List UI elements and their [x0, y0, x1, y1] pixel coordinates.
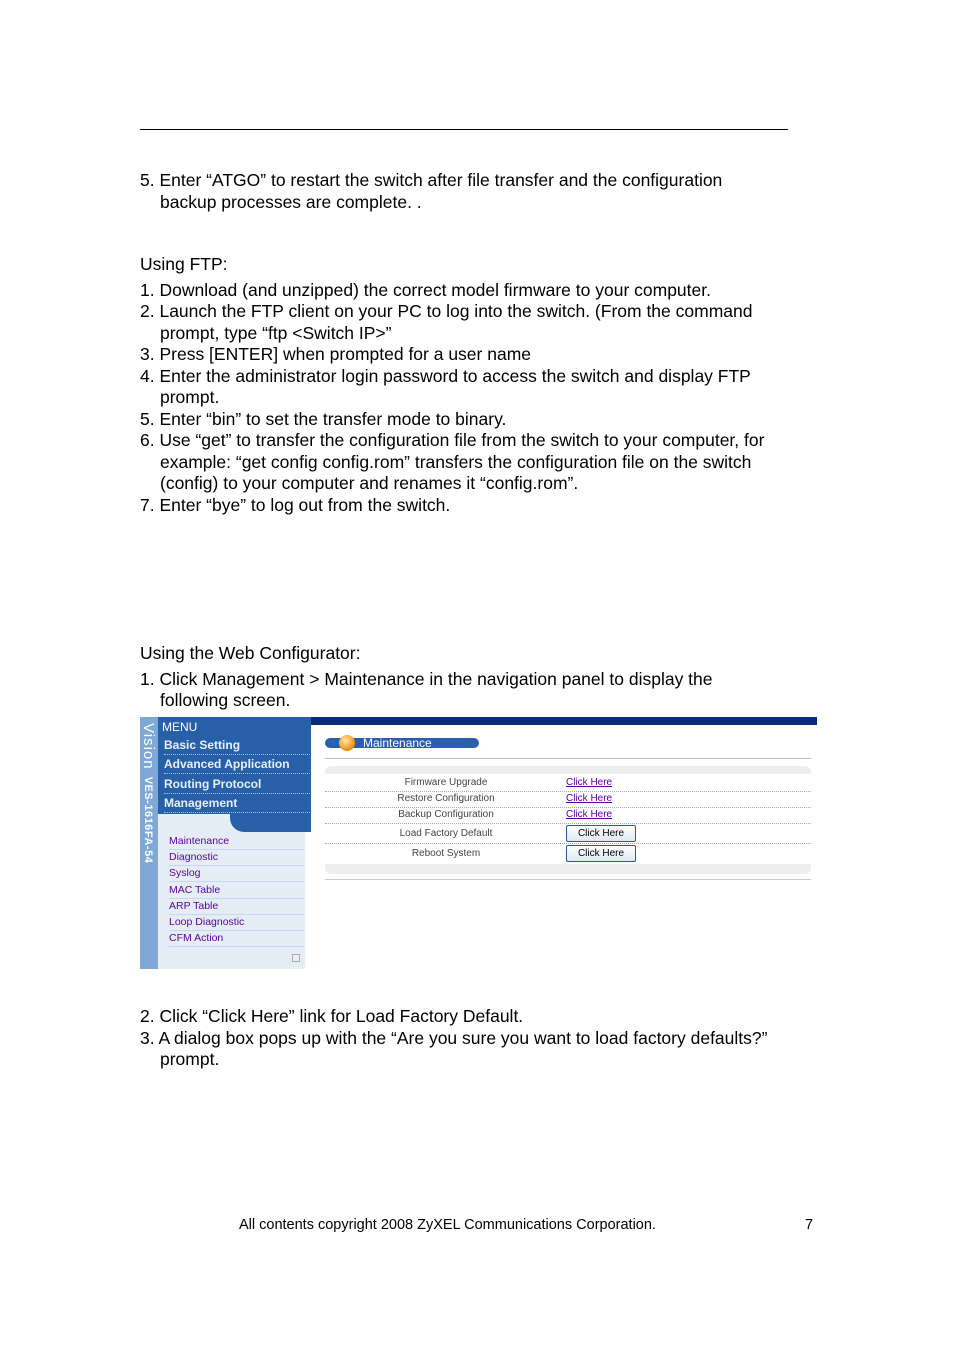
submenu-item-syslog[interactable]: Syslog [169, 866, 304, 882]
submenu-tab [230, 814, 311, 832]
brand-vertical-text: Vision VES-1616FA-54 [140, 723, 157, 864]
panel-title: Maintenance [363, 736, 432, 750]
submenu-item-maintenance[interactable]: Maintenance [169, 834, 304, 850]
firmware-upgrade-link[interactable]: Click Here [566, 777, 613, 788]
ftp-step: 4. Enter the administrator login password to access the switch and display FTP [140, 366, 751, 386]
backup-configuration-link[interactable]: Click Here [566, 809, 613, 820]
table-row [325, 844, 811, 863]
table-row [325, 791, 811, 808]
divider [325, 879, 811, 880]
ftp-step: prompt, type “ftp <Switch IP>” [160, 323, 392, 343]
ftp-step: 3. Press [ENTER] when prompted for a user name [140, 344, 531, 364]
web-step3-line1: 3. A dialog box pops up with the “Are you sure you want to load factory defaults?” [140, 1028, 768, 1048]
web-step1-line1: 1. Click Management > Maintenance in the navigation panel to display the [140, 669, 713, 689]
submenu-item-arp-table[interactable]: ARP Table [169, 899, 304, 915]
restore-configuration-link[interactable]: Click Here [566, 793, 613, 804]
submenu-item-mac-table[interactable]: MAC Table [169, 883, 304, 899]
ftp-step: 2. Launch the FTP client on your PC to log into the switch. (From the command [140, 301, 753, 321]
row-label: Firmware Upgrade [404, 777, 488, 788]
submenu-item-diagnostic[interactable]: Diagnostic [169, 850, 304, 866]
menu-title: MENU [162, 720, 198, 734]
ftp-step: 6. Use “get” to transfer the configuration file from the switch to your computer, for [140, 430, 765, 450]
row-label: Backup Configuration [398, 809, 494, 820]
menu-item-routing-protocol[interactable]: Routing Protocol [164, 775, 310, 794]
submenu-item-cfm-action[interactable]: CFM Action [169, 931, 304, 947]
load-factory-default-button[interactable]: Click Here [566, 825, 636, 842]
brand-strip [140, 717, 158, 969]
ftp-step: (config) to your computer and renames it “config.rom”. [160, 473, 579, 493]
ftp-step: 5. Enter “bin” to set the transfer mode to binary. [140, 409, 507, 429]
row-label: Restore Configuration [397, 793, 495, 804]
footer-copyright: All contents copyright 2008 ZyXEL Communications Corporation. [239, 1217, 656, 1233]
orb-icon [339, 735, 355, 751]
table-row [325, 824, 811, 844]
web-step2: 2. Click “Click Here” link for Load Factory Default. [140, 1006, 524, 1026]
menu-item-management[interactable]: Management [164, 794, 310, 813]
submenu-item-loop-diagnostic[interactable]: Loop Diagnostic [169, 915, 304, 931]
page-number: 7 [805, 1217, 814, 1233]
ftp-step: 1. Download (and unzipped) the correct model firmware to your computer. [140, 280, 711, 300]
step5-atgo-line1: 5. Enter “ATGO” to restart the switch after file transfer and the configuration [140, 170, 723, 190]
step5-atgo-line2: backup processes are complete. . [160, 192, 422, 212]
web-heading: Using the Web Configurator: [140, 643, 361, 663]
table-row [325, 807, 811, 824]
row-label: Load Factory Default [399, 828, 493, 839]
header-rule [140, 129, 788, 130]
scroll-handle[interactable] [292, 954, 300, 962]
menu-item-advanced-application[interactable]: Advanced Application [164, 755, 310, 774]
ftp-heading: Using FTP: [140, 254, 228, 274]
web-configurator-screenshot [140, 717, 817, 969]
ftp-step: 7. Enter “bye” to log out from the switch. [140, 495, 451, 515]
divider [325, 758, 811, 759]
web-step3-line2: prompt. [160, 1049, 220, 1069]
menu-item-basic-setting[interactable]: Basic Setting [164, 736, 310, 755]
web-step1-line2: following screen. [160, 690, 291, 710]
ftp-step: example: “get config config.rom” transfers the configuration file on the switch [160, 452, 752, 472]
reboot-system-button[interactable]: Click Here [566, 845, 636, 862]
table-row [325, 775, 811, 792]
ftp-step: prompt. [160, 387, 220, 407]
row-label: Reboot System [411, 848, 481, 859]
